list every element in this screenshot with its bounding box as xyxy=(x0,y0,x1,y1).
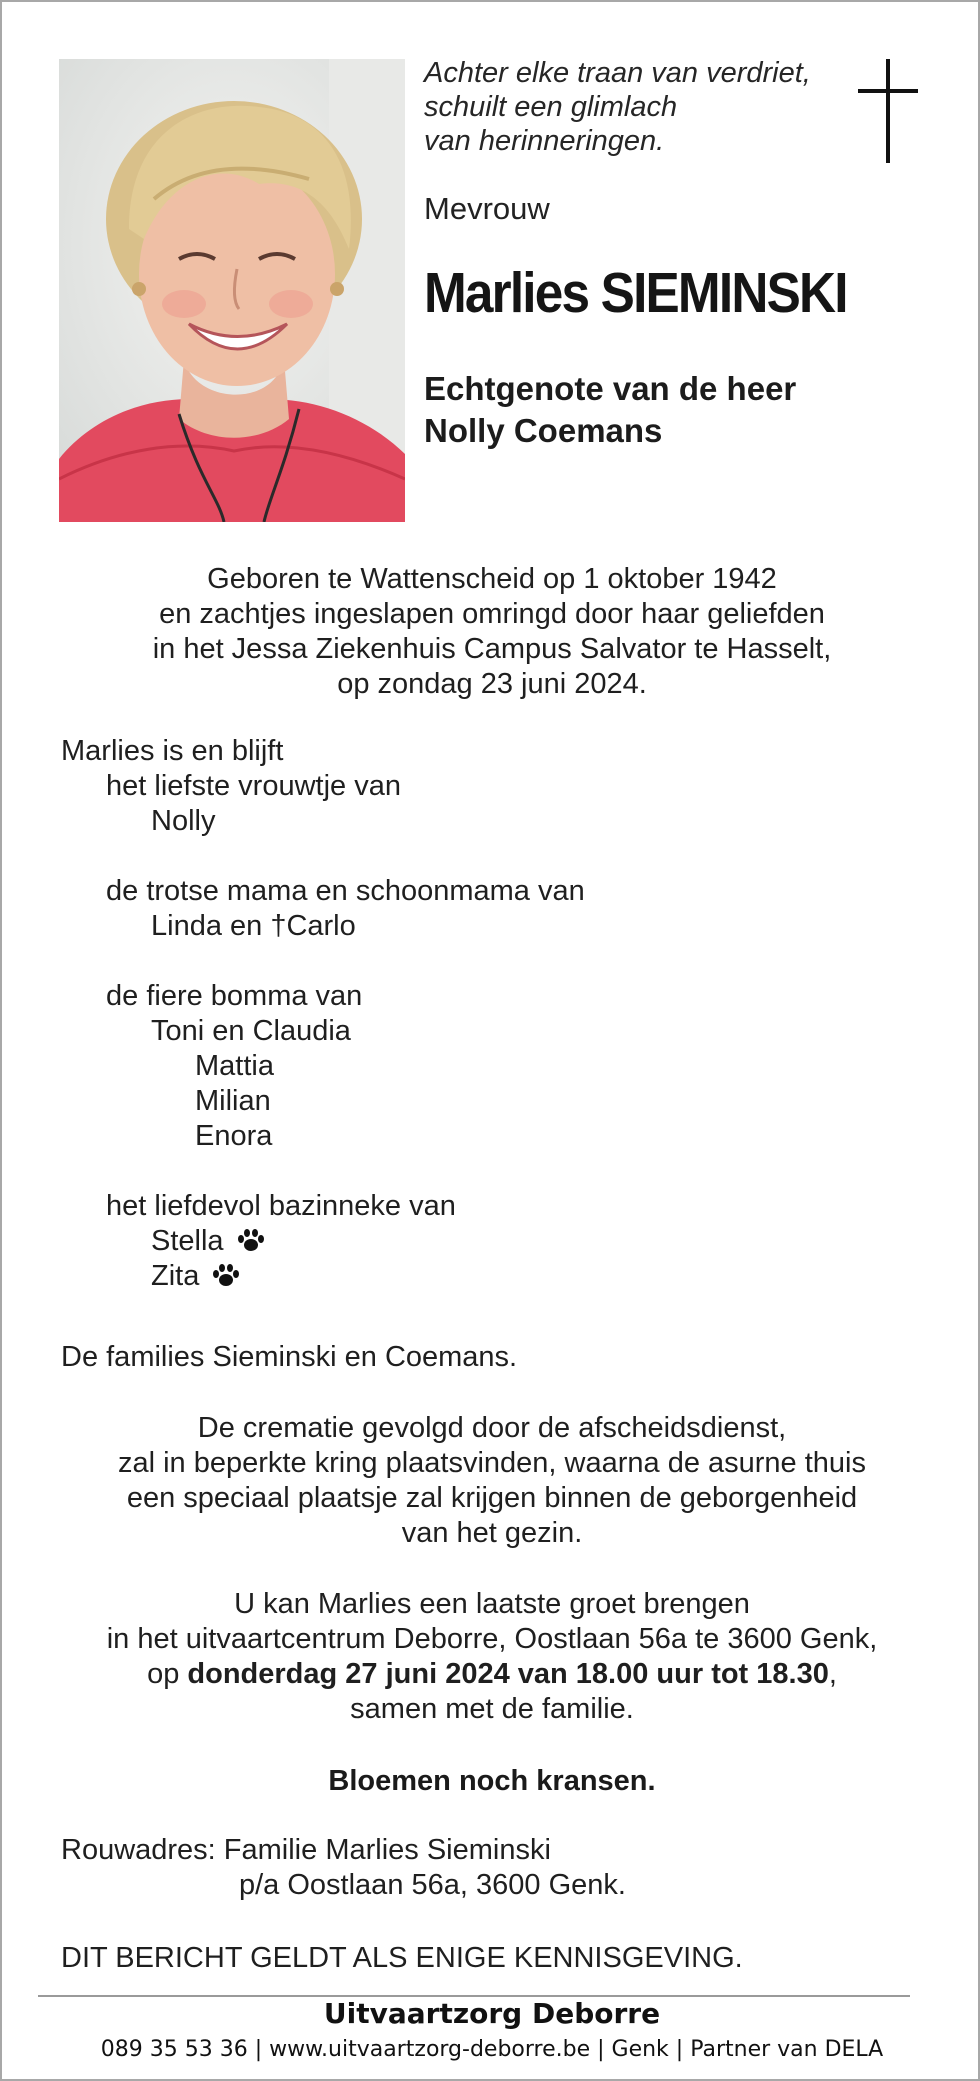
visit-prefix: op xyxy=(147,1658,188,1690)
visit-line-date xyxy=(2,1657,980,1692)
cremation-block xyxy=(2,1411,980,1551)
visit-line: samen met de familie. xyxy=(350,1693,634,1725)
family-list xyxy=(61,734,585,1294)
title-salutation: Mevrouw xyxy=(424,191,550,226)
pet-entry xyxy=(61,1259,585,1294)
family-intro: Marlies is en blijft xyxy=(61,735,284,767)
family-role: het liefdevol bazinneke van xyxy=(106,1190,456,1222)
cremation-line: De crematie gevolgd door de afscheidsdienst, xyxy=(197,1412,787,1444)
quote xyxy=(424,56,844,158)
spouse-line: Echtgenote van de heer xyxy=(424,370,797,407)
pet-entry xyxy=(61,1224,585,1259)
family-role: de fiere bomma van xyxy=(106,980,363,1012)
family-members: Mattia xyxy=(195,1050,274,1082)
portrait-photo xyxy=(59,59,405,522)
pet-name: Stella xyxy=(151,1225,224,1257)
birth-line: en zachtjes ingeslapen omringd door haar geliefden xyxy=(159,598,825,630)
birth-line: in het Jessa Ziekenhuis Campus Salvator te Hasselt, xyxy=(152,633,832,665)
visit-block xyxy=(2,1587,980,1727)
cremation-line: zal in beperkte kring plaatsvinden, waarna de asurne thuis xyxy=(117,1447,866,1479)
paw-icon xyxy=(236,1228,266,1252)
spacer xyxy=(61,839,585,874)
address-line: Rouwadres: Familie Marlies Sieminski xyxy=(61,1834,551,1866)
family-members: Toni en Claudia xyxy=(151,1015,351,1047)
quote-line: van herinneringen. xyxy=(424,125,665,157)
portrait-illustration xyxy=(59,59,405,522)
family-members: Enora xyxy=(195,1120,273,1152)
families-line: De families Sieminski en Coemans. xyxy=(61,1341,518,1373)
flowers-notice: Bloemen noch kransen. xyxy=(328,1765,656,1797)
birth-death-block xyxy=(2,562,980,702)
family-members: Milian xyxy=(195,1085,271,1117)
spouse-block xyxy=(424,368,796,452)
family-role: de trotse mama en schoonmama van xyxy=(106,875,585,907)
visit-line: U kan Marlies een laatste groet brengen xyxy=(234,1588,750,1620)
birth-line: op zondag 23 juni 2024. xyxy=(337,668,647,700)
deceased-name: Marlies SIEMINSKI xyxy=(424,261,847,325)
family-members: Nolly xyxy=(151,805,216,837)
spacer xyxy=(61,944,585,979)
spacer xyxy=(61,1154,585,1189)
funeral-home-name: Uitvaartzorg Deborre xyxy=(323,1997,661,2030)
spouse-line: Nolly Coemans xyxy=(424,412,663,449)
quote-line: Achter elke traan van verdriet, xyxy=(424,57,811,89)
visit-date-time: donderdag 27 juni 2024 van 18.00 uur tot 18.30 xyxy=(187,1658,829,1690)
pet-name: Zita xyxy=(151,1260,200,1292)
address-line: p/a Oostlaan 56a, 3600 Genk. xyxy=(239,1869,626,1901)
family-role: het liefste vrouwtje van xyxy=(106,770,401,802)
quote-line: schuilt een glimlach xyxy=(424,91,678,123)
cremation-line: een speciaal plaatsje zal krijgen binnen de geborgenheid xyxy=(126,1482,858,1514)
cremation-line: van het gezin. xyxy=(401,1517,583,1549)
family-members: Linda en †Carlo xyxy=(151,910,356,942)
funeral-home-contact: 089 35 53 36 | www.uitvaartzorg-deborre.be | Genk | Partner van DELA xyxy=(100,2037,884,2062)
visit-line: in het uitvaartcentrum Deborre, Oostlaan 56a te 3600 Genk, xyxy=(106,1623,878,1655)
birth-line: Geboren te Wattenscheid op 1 oktober 1942 xyxy=(207,563,777,595)
visit-suffix: , xyxy=(828,1658,837,1690)
cross-icon xyxy=(858,59,918,163)
notice-line: DIT BERICHT GELDT ALS ENIGE KENNISGEVING. xyxy=(61,1942,743,1974)
paw-icon xyxy=(211,1263,241,1287)
